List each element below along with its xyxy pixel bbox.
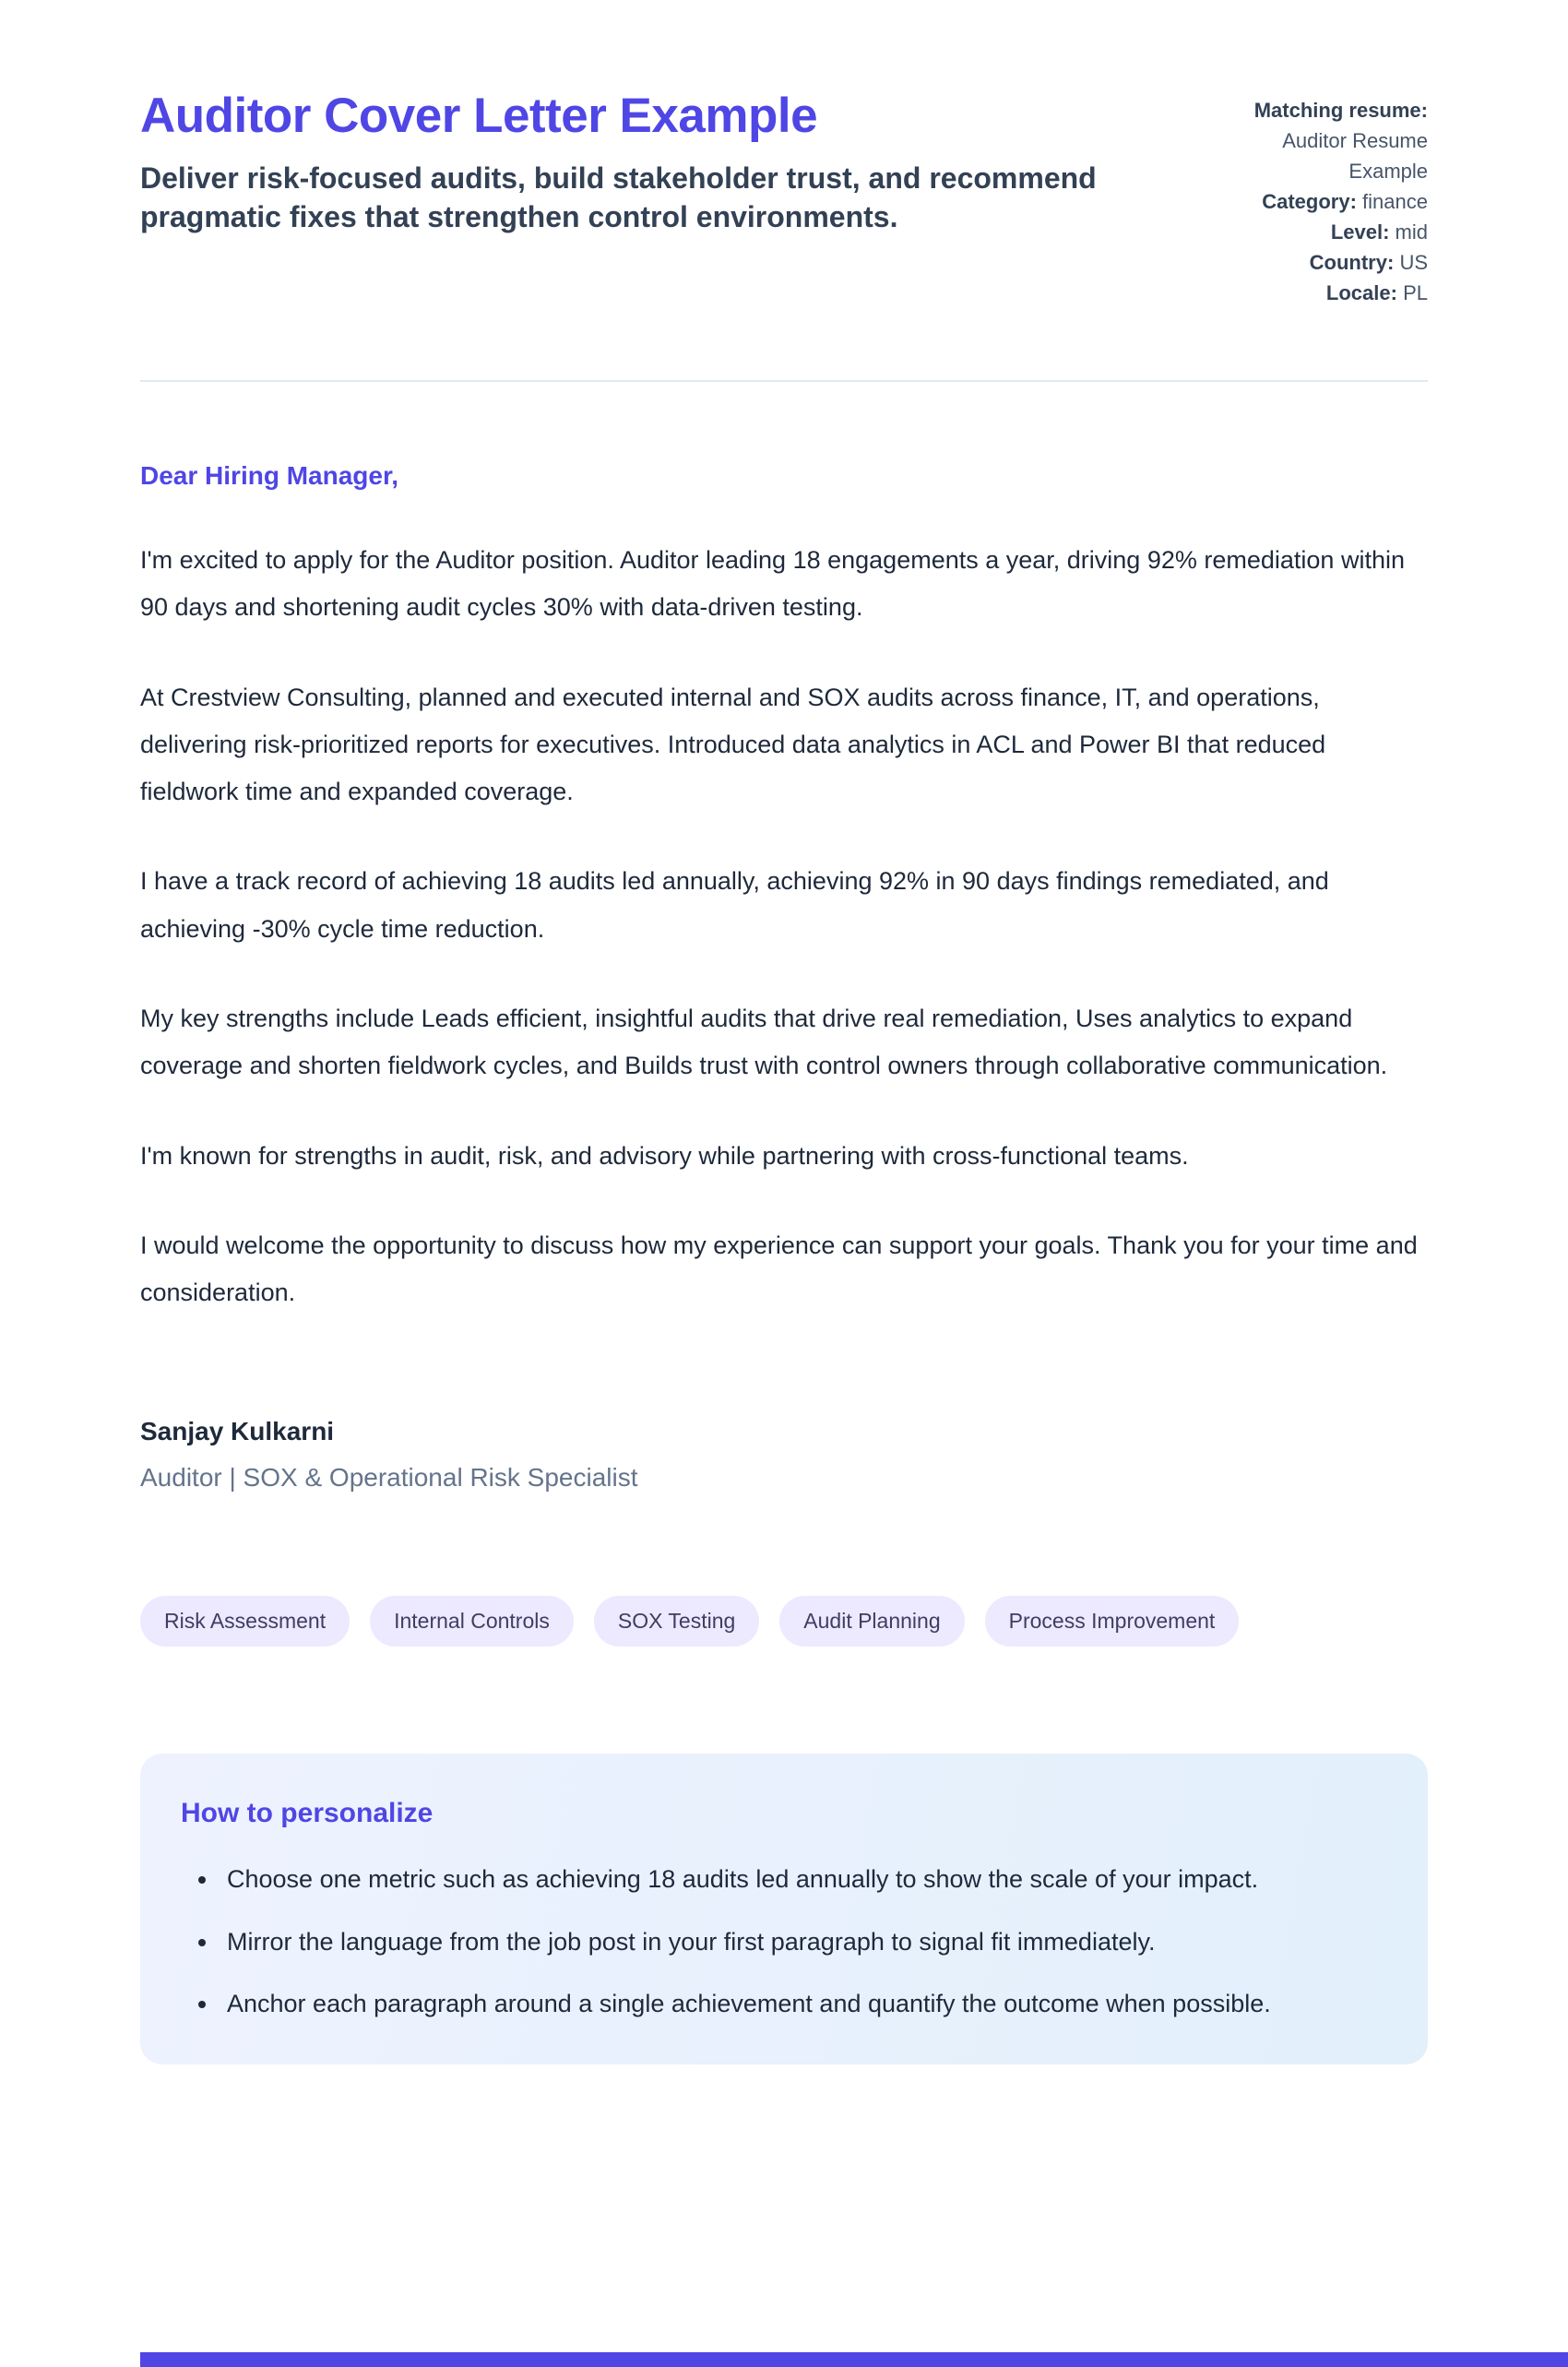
signature-block (140, 1417, 1428, 1493)
skill-tags (140, 1596, 1428, 1647)
personalize-card (140, 1754, 1428, 2065)
divider (140, 380, 1428, 382)
letter-paragraph-2: At Crestview Consulting, planned and executed internal and SOX audits across finance, IT, and operations, delivering risk-prioritized reports for executives. Introduced data analytics in ACL and Power BI that reduced fieldwork time and expanded coverage. (140, 683, 1326, 806)
meta-row-category (1216, 186, 1428, 217)
meta-label: Matching resume: (1253, 99, 1428, 122)
meta-label: Category: (1262, 190, 1357, 213)
header-left (140, 88, 1136, 236)
meta-label: Level: (1330, 220, 1390, 244)
meta-value: mid (1395, 220, 1428, 244)
skill-tag-internal-controls: Internal Controls (370, 1596, 574, 1647)
page-title: Auditor Cover Letter Example (140, 89, 818, 143)
cover-letter-body (140, 461, 1428, 1493)
personalize-title: How to personalize (181, 1797, 434, 1828)
meta-block (1216, 88, 1428, 308)
letter-paragraph-3: I have a track record of achieving 18 audits led annually, achieving 92% in 90 days findings remediated, and achieving -30% cycle time reduction. (140, 867, 1329, 943)
meta-row-locale (1216, 278, 1428, 308)
personalize-item-3: • Anchor each paragraph around a single achievement and quantify the outcome when possible. (220, 1981, 1376, 2028)
footer-accent-bar (140, 2352, 1568, 2367)
meta-row-level (1216, 217, 1428, 247)
personalize-list (181, 1857, 1376, 2028)
meta-label: Country: (1309, 251, 1395, 274)
letter-paragraph-6: I would welcome the opportunity to discuss how my experience can support your goals. Thank you for your time and consideration. (140, 1231, 1418, 1307)
letter-paragraph-5: I'm known for strengths in audit, risk, and advisory while partnering with cross-functional teams. (140, 1141, 1189, 1170)
meta-label: Locale: (1325, 281, 1397, 304)
letter-paragraph-4: My key strengths include Leads efficient, insightful audits that drive real remediation, Uses analytics to expand coverage and shorten fieldwork cycles, and Builds trust with control owners through collaborative communication. (140, 1005, 1388, 1080)
skill-tag-process-improvement: Process Improvement (985, 1596, 1240, 1647)
header (140, 88, 1428, 308)
meta-row-country (1216, 247, 1428, 278)
meta-row-matching-resume (1216, 95, 1428, 186)
meta-value: US (1399, 251, 1428, 274)
skill-tag-audit-planning: Audit Planning (779, 1596, 964, 1647)
meta-value: finance (1362, 190, 1428, 213)
personalize-item-1: • Choose one metric such as achieving 18 audits led annually to show the scale of your impact. (220, 1857, 1376, 1903)
skill-tag-risk-assessment: Risk Assessment (140, 1596, 350, 1647)
page-subtitle: Deliver risk-focused audits, build stakeholder trust, and recommend pragmatic fixes that strengthen control environments. (140, 161, 1097, 234)
greeting: Dear Hiring Manager, (140, 461, 399, 490)
meta-value: Auditor Resume Example (1282, 129, 1428, 183)
personalize-item-2: • Mirror the language from the job post in your first paragraph to signal fit immediately. (220, 1920, 1376, 1966)
signature-title: Auditor | SOX & Operational Risk Specialist (140, 1462, 638, 1492)
meta-value: PL (1403, 281, 1428, 304)
letter-paragraph-1: I'm excited to apply for the Auditor position. Auditor leading 18 engagements a year, driving 92% remediation within 90 days and shortening audit cycles 30% with data-driven testing. (140, 546, 1405, 622)
signature-name: Sanjay Kulkarni (140, 1416, 335, 1445)
skill-tag-sox-testing: SOX Testing (594, 1596, 759, 1647)
